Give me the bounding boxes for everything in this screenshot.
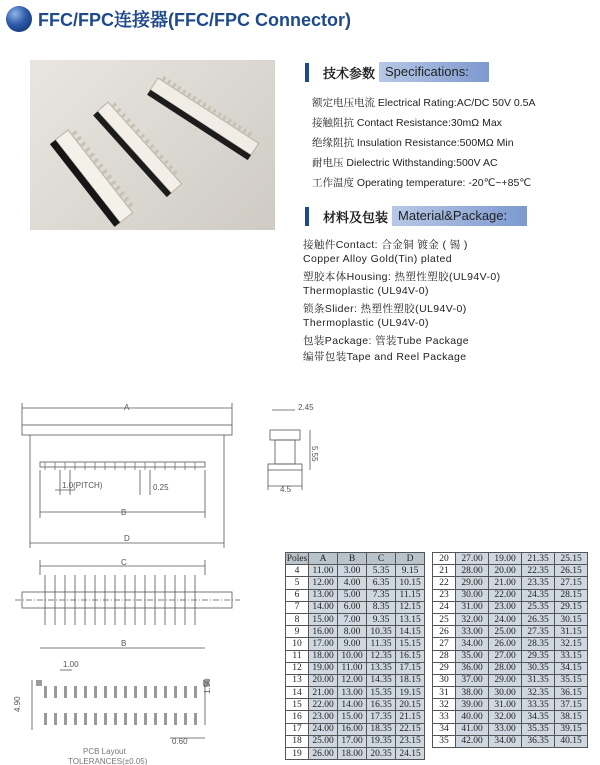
dimension-cell: 27.00: [489, 650, 522, 662]
dimension-cell: 33.35: [522, 699, 555, 711]
poles-cell: 14: [286, 687, 309, 699]
top-view: [22, 403, 232, 548]
table-row: [286, 674, 425, 686]
table-row: [286, 613, 425, 625]
dimension-cell: 14.00: [309, 601, 338, 613]
dimension-cell: 16.00: [338, 723, 367, 735]
dim-025-label: 0.25: [153, 483, 169, 492]
page-header: [6, 6, 351, 32]
dimension-cell: 19.35: [367, 735, 396, 747]
dimension-cell: 28.15: [555, 589, 588, 601]
dimension-cell: 32.15: [555, 638, 588, 650]
dimension-cell: 30.35: [522, 662, 555, 674]
dimension-cell: 11.00: [309, 565, 338, 577]
table-header-row: [286, 553, 425, 565]
poles-cell: 5: [286, 577, 309, 589]
dimension-cell: 23.00: [489, 601, 522, 613]
dimension-cell: 29.00: [456, 577, 489, 589]
poles-cell: 9: [286, 626, 309, 638]
table-row: [433, 565, 588, 577]
dimension-cell: 25.00: [489, 626, 522, 638]
dimension-cell: 9.15: [396, 565, 425, 577]
bottom-view: [15, 558, 240, 625]
dimension-cell: 34.15: [555, 662, 588, 674]
header-b: B: [338, 553, 367, 565]
poles-cell: 8: [286, 613, 309, 625]
poles-cell: 10: [286, 638, 309, 650]
table-row: [433, 687, 588, 699]
dimension-cell: 22.00: [489, 589, 522, 601]
spec-item: 接触阻抗 Contact Resistance:30mΩ Max: [312, 117, 502, 129]
poles-cell: 24: [433, 601, 456, 613]
poles-cell: 16: [286, 711, 309, 723]
dimension-table-left: [285, 552, 425, 760]
table-row: [286, 650, 425, 662]
dimension-cell: 14.35: [367, 674, 396, 686]
table-row: [286, 638, 425, 650]
dimension-cell: 11.00: [338, 662, 367, 674]
specifications-heading: [305, 62, 489, 82]
spec-item: 耐电压 Dielectric Withstanding:500V AC: [312, 157, 498, 169]
product-photo: [30, 60, 275, 230]
poles-cell: 34: [433, 723, 456, 735]
dim-b-label: B: [121, 508, 127, 517]
dimension-cell: 35.00: [456, 650, 489, 662]
dimension-cell: 34.00: [456, 638, 489, 650]
dimension-cell: 24.15: [396, 748, 425, 760]
dim-a-label: A: [124, 403, 130, 412]
dimension-cell: 28.00: [456, 565, 489, 577]
poles-cell: 7: [286, 601, 309, 613]
dimension-cell: 34.00: [489, 735, 522, 747]
dimension-cell: 26.00: [309, 748, 338, 760]
table-row: [433, 723, 588, 735]
dimension-cell: 33.00: [456, 626, 489, 638]
connector-illustration: [30, 60, 275, 230]
dimension-cell: 12.00: [338, 674, 367, 686]
dimension-cell: 17.00: [309, 638, 338, 650]
dimension-cell: 31.15: [555, 626, 588, 638]
poles-cell: 32: [433, 699, 456, 711]
dimension-cell: 15.35: [367, 687, 396, 699]
material-heading: [305, 206, 527, 226]
dimension-cell: 30.00: [456, 589, 489, 601]
dimension-cell: 29.15: [555, 601, 588, 613]
dimension-cell: 9.00: [338, 638, 367, 650]
table-row: [286, 723, 425, 735]
dimension-cell: 31.00: [489, 699, 522, 711]
pitch-label: 1.0(PITCH): [62, 481, 103, 490]
dimension-cell: 22.15: [396, 723, 425, 735]
dimension-cell: 30.00: [489, 687, 522, 699]
poles-cell: 35: [433, 735, 456, 747]
dimension-cell: 13.00: [338, 687, 367, 699]
material-item: 塑胶本体Housing: 热塑性塑胶(UL94V-0): [303, 271, 501, 283]
dimension-cell: 15.00: [309, 613, 338, 625]
dimension-cell: 11.15: [396, 589, 425, 601]
dimension-cell: 22.00: [309, 699, 338, 711]
dimension-cell: 25.35: [522, 601, 555, 613]
dimension-cell: 35.35: [522, 723, 555, 735]
table-row: [433, 711, 588, 723]
material-item: Thermoplastic (UL94V-0): [303, 285, 429, 297]
material-item: Thermoplastic (UL94V-0): [303, 317, 429, 329]
table-row: [286, 711, 425, 723]
table-row: [433, 662, 588, 674]
poles-cell: 29: [433, 662, 456, 674]
dim-c-label: C: [121, 558, 127, 567]
dimension-cell: 6.35: [367, 577, 396, 589]
table-row: [286, 662, 425, 674]
specifications-title-cn: 技术参数: [305, 63, 379, 82]
table-row: [433, 699, 588, 711]
table-row: [286, 735, 425, 747]
dimension-cell: 12.15: [396, 601, 425, 613]
poles-cell: 23: [433, 589, 456, 601]
dimension-cell: 18.00: [309, 650, 338, 662]
table-row: [286, 699, 425, 711]
dimension-cell: 12.00: [309, 577, 338, 589]
dimension-cell: 7.35: [367, 589, 396, 601]
header-c: C: [367, 553, 396, 565]
dimension-cell: 15.15: [396, 638, 425, 650]
dimension-cell: 34.35: [522, 711, 555, 723]
dimension-cell: 36.00: [456, 662, 489, 674]
dimension-cell: 21.00: [309, 687, 338, 699]
table-row: [433, 626, 588, 638]
dimension-cell: 39.15: [555, 723, 588, 735]
dimension-cell: 13.00: [309, 589, 338, 601]
dimension-table-right: [432, 552, 588, 748]
poles-cell: 27: [433, 638, 456, 650]
dimension-cell: 24.35: [522, 589, 555, 601]
dimension-cell: 19.00: [489, 553, 522, 565]
bullet-icon: [6, 6, 32, 32]
pcb-layout-caption: PCB Layout: [83, 747, 126, 756]
dimension-cell: 35.15: [555, 674, 588, 686]
dimension-cell: 32.00: [489, 711, 522, 723]
dim-060-label: 0.60: [172, 737, 188, 746]
dimension-cell: 20.35: [367, 748, 396, 760]
table-row: [433, 735, 588, 747]
dimension-cell: 24.00: [489, 613, 522, 625]
table-row: [433, 589, 588, 601]
dimension-cell: 23.15: [396, 735, 425, 747]
dimension-cell: 5.00: [338, 589, 367, 601]
dimension-cell: 27.00: [456, 553, 489, 565]
dimension-cell: 38.15: [555, 711, 588, 723]
table-row: [286, 748, 425, 760]
dimension-cell: 30.15: [555, 613, 588, 625]
table-row: [286, 601, 425, 613]
poles-cell: 19: [286, 748, 309, 760]
table-row: [286, 589, 425, 601]
dimension-cell: 25.15: [555, 553, 588, 565]
dimension-cell: 38.00: [456, 687, 489, 699]
dimension-cell: 9.35: [367, 613, 396, 625]
dimension-cell: 18.35: [367, 723, 396, 735]
poles-cell: 25: [433, 613, 456, 625]
dimension-cell: 26.15: [555, 565, 588, 577]
dimension-cell: 24.00: [309, 723, 338, 735]
dimension-cell: 16.15: [396, 650, 425, 662]
spec-item: 工作温度 Operating temperature: -20℃~+85℃: [312, 177, 532, 189]
dimension-cell: 14.15: [396, 626, 425, 638]
dimension-cell: 19.15: [396, 687, 425, 699]
poles-cell: 12: [286, 662, 309, 674]
dim-d-label: D: [124, 534, 130, 543]
table-row: [286, 687, 425, 699]
dimension-cell: 16.00: [309, 626, 338, 638]
dim-b2-label: B: [121, 639, 127, 648]
table-row: [433, 613, 588, 625]
dim-245-label: 2.45: [298, 403, 314, 412]
dimension-cell: 23.00: [309, 711, 338, 723]
poles-cell: 33: [433, 711, 456, 723]
material-item: 接触件Contact: 合金铜 镀金 ( 锡 ): [303, 239, 468, 251]
material-item: Copper Alloy Gold(Tin) plated: [303, 253, 452, 265]
dimension-cell: 26.35: [522, 613, 555, 625]
material-title-en: Material&Package:: [392, 206, 527, 226]
table-row: [433, 577, 588, 589]
dimension-cell: 12.35: [367, 650, 396, 662]
dimension-cell: 5.35: [367, 565, 396, 577]
dimension-cell: 8.00: [338, 626, 367, 638]
dimension-cell: 6.00: [338, 601, 367, 613]
dimension-cell: 41.00: [456, 723, 489, 735]
dimension-cell: 31.00: [456, 601, 489, 613]
table-row: [433, 553, 588, 565]
poles-cell: 21: [433, 565, 456, 577]
dimension-cell: 21.00: [489, 577, 522, 589]
dimension-cell: 16.35: [367, 699, 396, 711]
dimension-cell: 21.15: [396, 711, 425, 723]
spec-item: 绝缘阻抗 Insulation Resistance:500MΩ Min: [312, 137, 514, 149]
material-item: 包装Package: 管装Tube Package: [303, 335, 470, 347]
dimension-cell: 33.00: [489, 723, 522, 735]
dimension-cell: 32.35: [522, 687, 555, 699]
tolerance-caption: TOLERANCES(±0.05): [68, 757, 148, 765]
dimension-cell: 27.35: [522, 626, 555, 638]
dimension-cell: 22.35: [522, 565, 555, 577]
dimension-cell: 32.00: [456, 613, 489, 625]
table-row: [286, 577, 425, 589]
dimension-cell: 40.00: [456, 711, 489, 723]
specifications-title-en: Specifications:: [379, 62, 489, 82]
dimension-cell: 37.15: [555, 699, 588, 711]
poles-cell: 6: [286, 589, 309, 601]
dimension-cell: 20.15: [396, 699, 425, 711]
header-d: D: [396, 553, 425, 565]
poles-cell: 11: [286, 650, 309, 662]
dimension-cell: 37.00: [456, 674, 489, 686]
material-item: 编带包装Tape and Reel Package: [303, 351, 467, 363]
dim-150-label: 1.50: [203, 678, 212, 694]
dimension-cell: 10.15: [396, 577, 425, 589]
dimension-cell: 10.35: [367, 626, 396, 638]
poles-cell: 13: [286, 674, 309, 686]
dimension-cell: 33.15: [555, 650, 588, 662]
dimension-cell: 15.00: [338, 711, 367, 723]
dimension-cell: 20.00: [489, 565, 522, 577]
poles-cell: 30: [433, 674, 456, 686]
dimension-cell: 18.00: [338, 748, 367, 760]
dimension-cell: 29.00: [489, 674, 522, 686]
poles-cell: 22: [433, 577, 456, 589]
dimension-cell: 26.00: [489, 638, 522, 650]
dimension-cell: 25.00: [309, 735, 338, 747]
dimension-cell: 13.15: [396, 613, 425, 625]
dimension-cell: 14.00: [338, 699, 367, 711]
dimension-cell: 21.35: [522, 553, 555, 565]
poles-cell: 31: [433, 687, 456, 699]
header-a: A: [309, 553, 338, 565]
dimension-cell: 28.00: [489, 662, 522, 674]
poles-cell: 17: [286, 723, 309, 735]
table-row: [433, 650, 588, 662]
dim-45-label: 4.5: [280, 485, 292, 494]
dimension-cell: 10.00: [338, 650, 367, 662]
dimension-cell: 8.35: [367, 601, 396, 613]
poles-cell: 15: [286, 699, 309, 711]
dimension-cell: 36.15: [555, 687, 588, 699]
pcb-layout: [13, 639, 212, 765]
material-item: 锁条Slider: 热塑性塑胶(UL94V-0): [303, 303, 467, 315]
table-row: [433, 674, 588, 686]
dimension-cell: 19.00: [309, 662, 338, 674]
dimension-cell: 27.15: [555, 577, 588, 589]
spec-item: 额定电压电流 Electrical Rating:AC/DC 50V 0.5A: [312, 97, 536, 109]
dimension-cell: 29.35: [522, 650, 555, 662]
page-title: FFC/FPC连接器(FFC/FPC Connector): [38, 10, 351, 30]
table-row: [433, 601, 588, 613]
dimension-cell: 11.35: [367, 638, 396, 650]
material-title-cn: 材料及包装: [305, 207, 392, 226]
dimension-cell: 17.35: [367, 711, 396, 723]
dimension-cell: 23.35: [522, 577, 555, 589]
dimension-cell: 39.00: [456, 699, 489, 711]
dimension-cell: 18.15: [396, 674, 425, 686]
table-row: [286, 626, 425, 638]
poles-cell: 20: [433, 553, 456, 565]
dimension-cell: 7.00: [338, 613, 367, 625]
poles-cell: 4: [286, 565, 309, 577]
dimension-cell: 13.35: [367, 662, 396, 674]
header-poles: Poles: [286, 553, 308, 564]
dimension-cell: 28.35: [522, 638, 555, 650]
dimension-cell: 36.35: [522, 735, 555, 747]
dimension-cell: 20.00: [309, 674, 338, 686]
side-view: [268, 403, 319, 494]
dimension-cell: 3.00: [338, 565, 367, 577]
dim-490-label: 4.90: [13, 696, 22, 712]
dimension-cell: 31.35: [522, 674, 555, 686]
table-row: [433, 638, 588, 650]
poles-cell: 28: [433, 650, 456, 662]
dim-100-label: 1.00: [63, 660, 79, 669]
dimension-cell: 17.00: [338, 735, 367, 747]
dim-555-label: 5.55: [310, 446, 319, 462]
dimension-cell: 40.15: [555, 735, 588, 747]
dimension-cell: 4.00: [338, 577, 367, 589]
dimension-cell: 42.00: [456, 735, 489, 747]
dimension-cell: 17.15: [396, 662, 425, 674]
poles-cell: 26: [433, 626, 456, 638]
table-row: [286, 565, 425, 577]
poles-cell: 18: [286, 735, 309, 747]
